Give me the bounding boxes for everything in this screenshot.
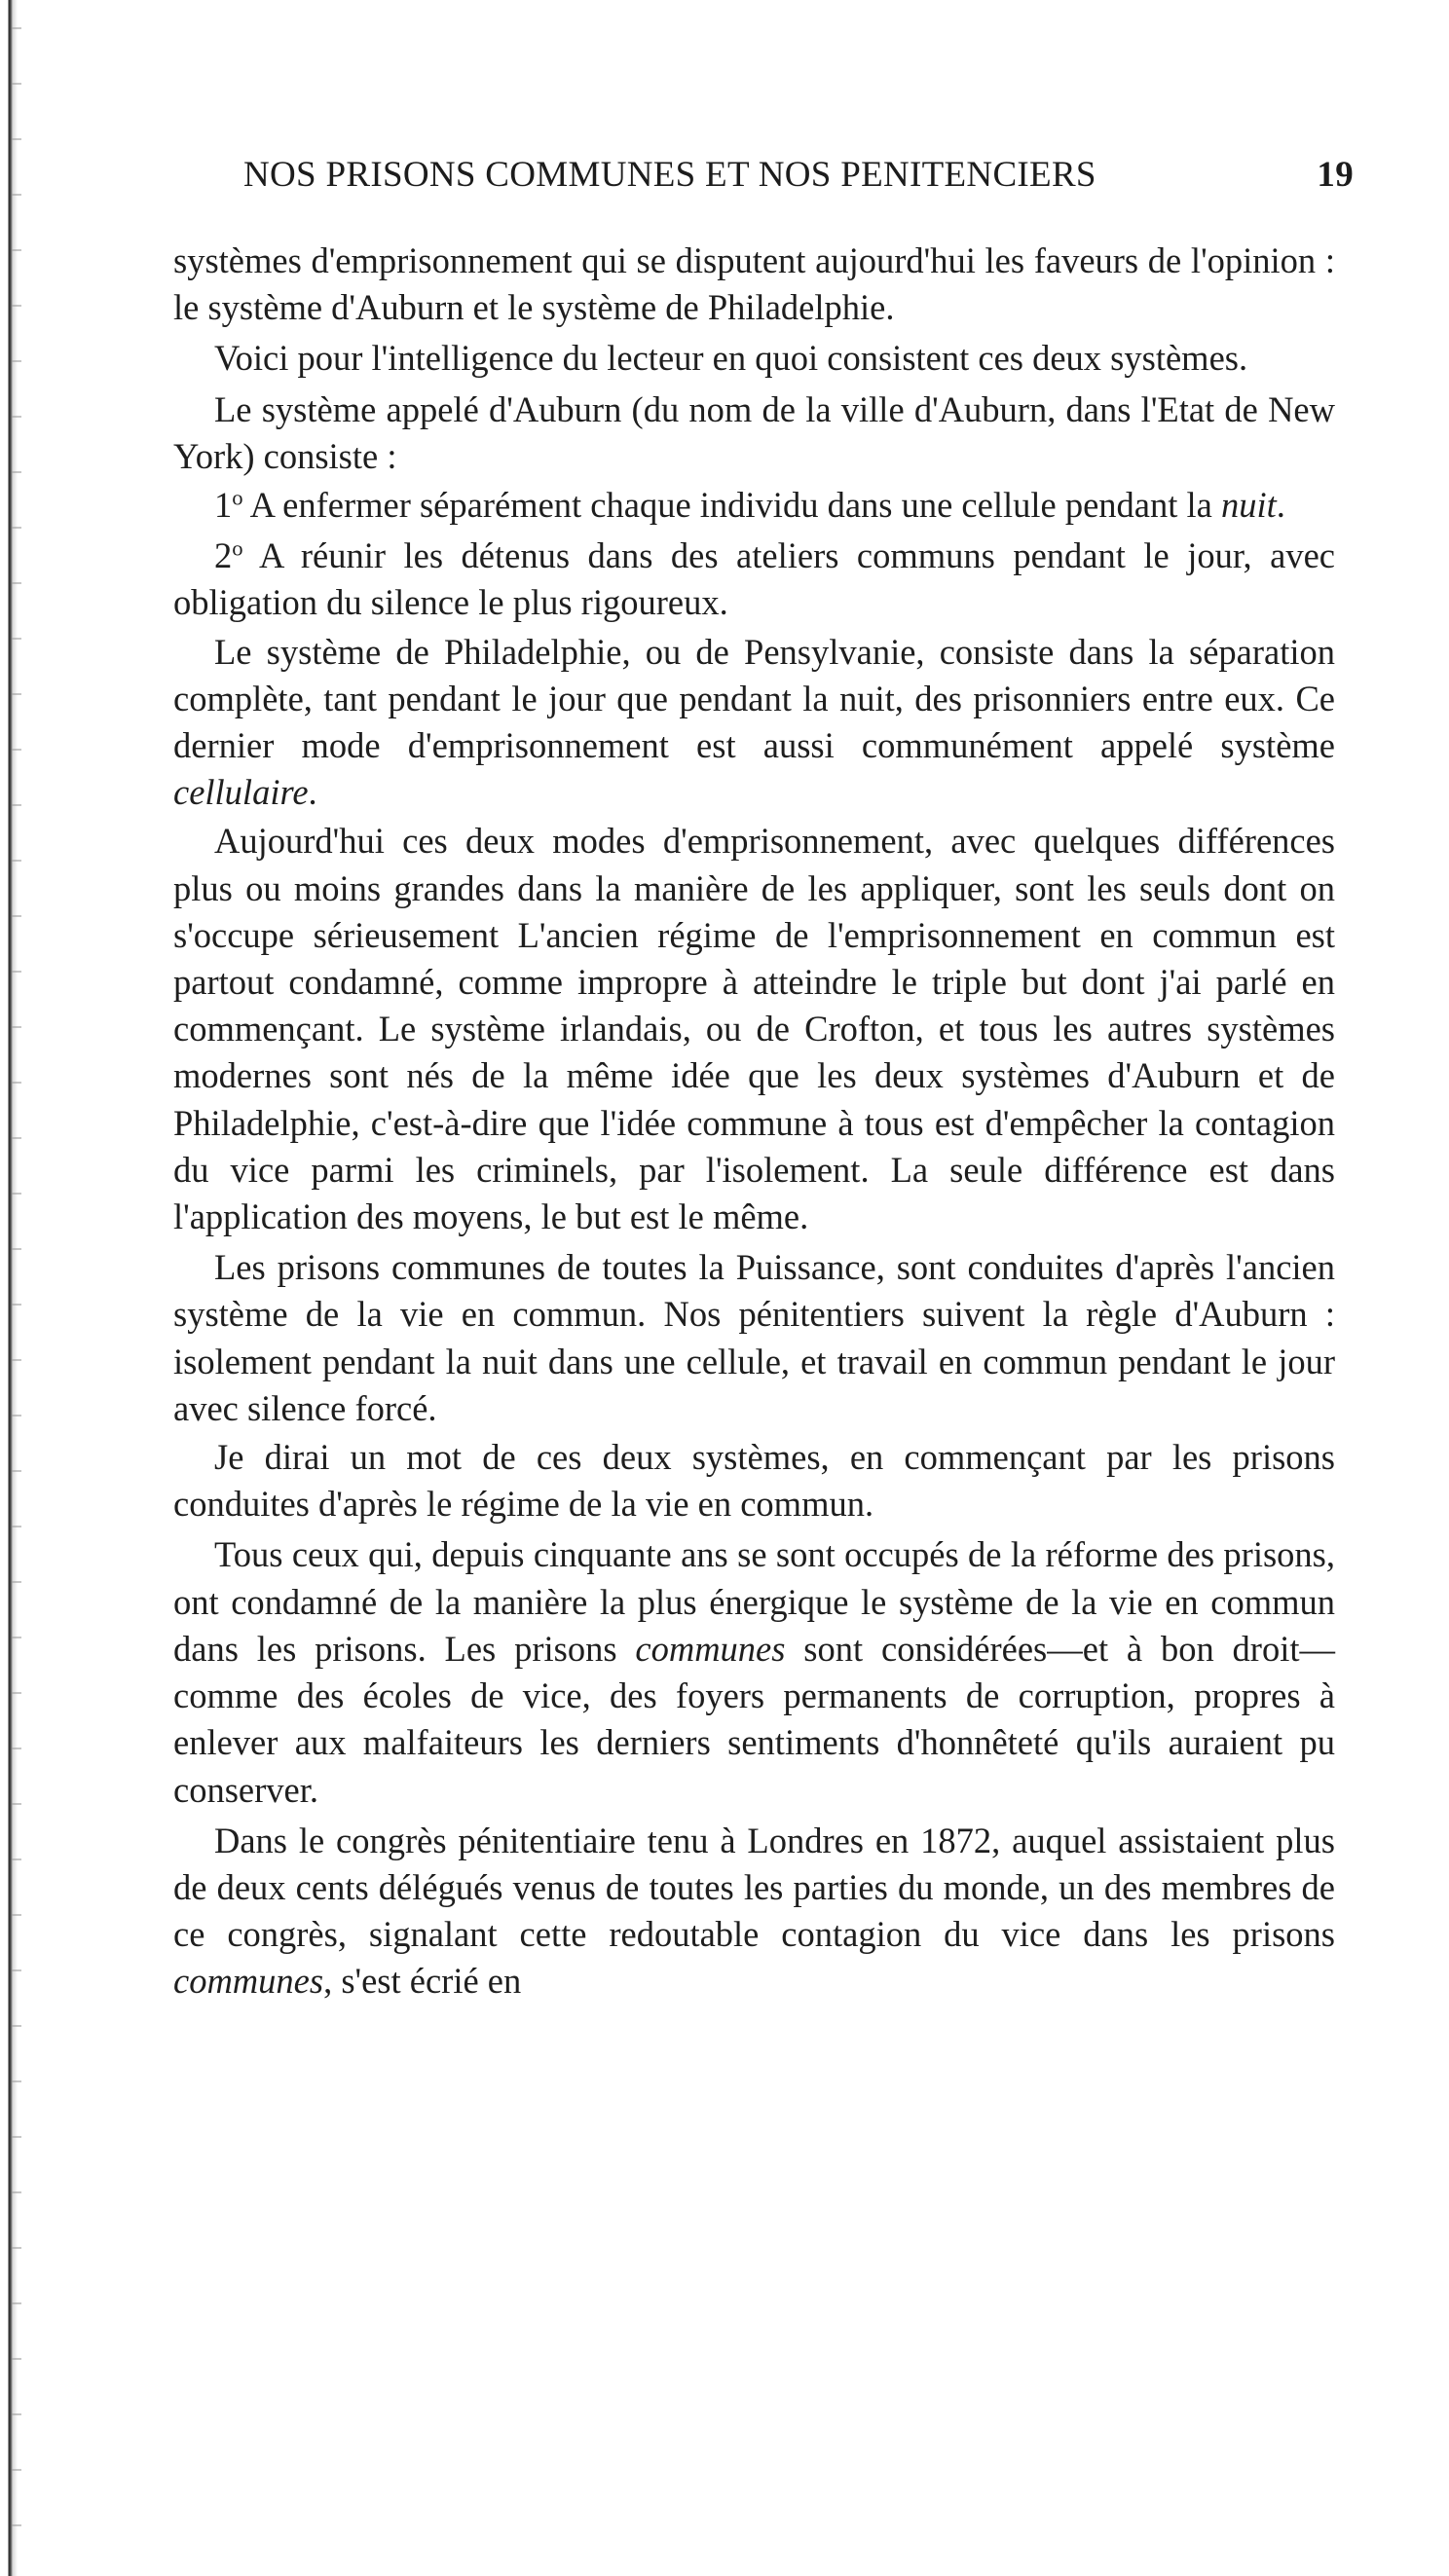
paragraph-4 [173,482,1335,529]
binding-shadow [12,0,21,2576]
ordinal-mark-1: o [232,485,243,510]
paragraph-1-text: systèmes d'emprisonnement qui se disputent aujourd'hui les faveurs de l'opinion : le système d'Auburn et le système de Philadelphie. [173,240,1335,328]
paragraph-8 [173,1244,1335,1432]
paragraph-6 [173,629,1335,817]
ordinal-mark-2: o [232,535,243,561]
paragraph-4-emphasis: nuit [1220,485,1277,526]
paragraph-8-text: Les prisons communes de toutes la Puissance, sont conduites d'après l'ancien système de la vie en commun. Nos pénitentiers suivent la règle d'Auburn : isolement pendant la nuit dans une cellule, et travail en commun pendant le jour avec silence forcé. [173,1247,1335,1428]
paragraph-5-text: A réunir les détenus dans des ateliers communs pendant le jour, avec obligation du silence le plus rigoureux. [173,535,1335,623]
paragraph-10-end: sont considérées—et à bon droit—comme des écoles de vice, des foyers permanents de corruption, propres à enlever aux malfaiteurs les derniers sentiments d'honnêteté qu'ils auraient pu conserver. [173,1628,1335,1810]
list-number-2: 2 [214,535,233,576]
paragraph-6-text: Le système de Philadelphie, ou de Pensylvanie, consiste dans la séparation complète, tant pendant le jour que pendant la nuit, des prisonniers entre eux. Ce dernier mode d'emprisonnement est aussi communément appelé système [173,631,1335,766]
paragraph-10-emphasis: communes [635,1628,786,1669]
paragraph-5 [173,533,1335,626]
paragraph-9 [173,1434,1335,1527]
running-head-title: NOS PRISONS COMMUNES ET NOS PENITENCIERS [243,155,1096,195]
running-head [243,154,1354,208]
paragraph-11 [173,1818,1335,2006]
paragraph-2-text: Voici pour l'intelligence du lecteur en quoi consistent ces deux systèmes. [214,338,1248,379]
paragraph-3 [173,386,1335,480]
body-text [173,238,1335,2007]
page-number: 19 [1317,155,1354,195]
list-number-1: 1 [214,485,233,526]
paragraph-6-emphasis: cellulaire [173,772,309,813]
paragraph-4-text: A enfermer séparément chaque individu dans une cellule pendant la [242,485,1221,526]
paragraph-4-end: . [1276,485,1285,526]
paragraph-3-text: Le système appelé d'Auburn (du nom de la ville d'Auburn, dans l'Etat de New York) consiste : [173,388,1335,476]
paragraph-6-end: . [308,772,317,813]
paragraph-11-end: , s'est écrié en [323,1961,522,2002]
paragraph-11-emphasis: communes [173,1961,324,2002]
paragraph-1 [173,238,1335,331]
paragraph-2 [173,335,1335,382]
paragraph-9-text: Je dirai un mot de ces deux systèmes, en commençant par les prisons conduites d'après le régime de la vie en commun. [173,1437,1335,1525]
paragraph-10-text: Tous ceux qui, depuis cinquante ans se sont occupés de la réforme des prisons, ont condamné de la manière la plus énergique le système de la vie en commun dans les prisons. Les prisons [173,1534,1335,1669]
paragraph-11-text: Dans le congrès pénitentiaire tenu à Londres en 1872, auquel assistaient plus de deux cents délégués venus de toutes les parties du monde, un des membres de ce congrès, signalant cette redoutable contagion du vice dans les prisons [173,1820,1335,1955]
paragraph-7-text: Aujourd'hui ces deux modes d'emprisonnement, avec quelques différences plus ou moins grandes dans la manière de les appliquer, sont les seuls dont on s'occupe sérieusement L'ancien régime de l'emprisonnement en commun est partout condamné, comme impropre à atteindre le triple but dont j'ai parlé en commençant. Le système irlandais, ou de Crofton, et tous les autres systèmes modernes sont nés de la même idée que les deux systèmes d'Auburn et de Philadelphie, c'est-à-dire que l'idée commune à tous est d'empêcher la contagion du vice parmi les criminels, par l'isolement. La seule différence est dans l'application des moyens, le but est le même. [173,821,1335,1237]
paragraph-7 [173,818,1335,1240]
paragraph-10 [173,1531,1335,1813]
